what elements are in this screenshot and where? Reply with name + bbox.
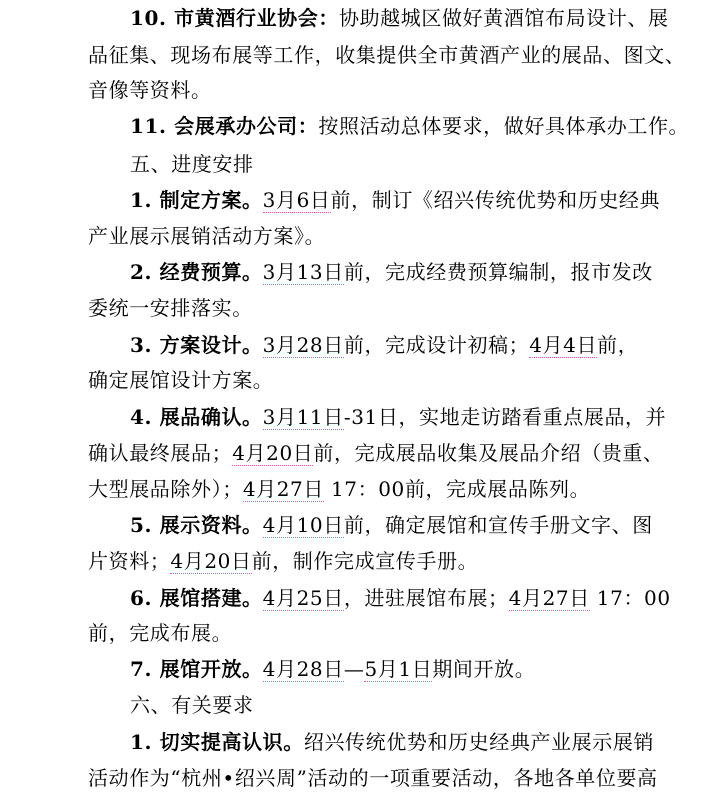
body-text: 前，制订《绍兴传统优势和历史经典: [330, 188, 661, 212]
text-line: [0, 471, 723, 507]
body-text: 六、有关要求: [130, 693, 254, 717]
body-text: 大型展品除外）；: [88, 477, 243, 501]
date-text: 4月20日: [232, 441, 314, 465]
text-line: [0, 290, 723, 326]
item-heading: 10. 市黄酒行业协会：: [130, 6, 339, 30]
body-text: 委统一安排落实。: [88, 296, 253, 320]
body-text: -31日，实地走访踏看重点展品，并: [343, 405, 667, 429]
item-heading: 1. 切实提高认识。: [130, 730, 304, 754]
date-text: 4月27日: [242, 477, 324, 501]
body-text: 确定展馆设计方案。: [88, 368, 274, 392]
item-heading: 2. 经费预算。: [130, 260, 263, 284]
text-line: [0, 327, 723, 363]
body-text: 17：00: [589, 586, 671, 610]
date-text: 3月13日: [262, 260, 344, 284]
text-line: [0, 651, 723, 687]
date-text: 3月6日: [262, 188, 331, 212]
body-text: 确认最终展品；: [88, 441, 233, 465]
body-text: 活动作为“杭州•绍兴周”活动的一项重要活动，各地各单位要高: [88, 766, 658, 790]
text-line: [0, 254, 723, 290]
item-heading: 3. 方案设计。: [130, 333, 263, 357]
text-line: [0, 724, 723, 760]
date-text: 4月10日: [262, 513, 344, 537]
text-line: [0, 218, 723, 254]
body-text: 前，制作完成宣传手册。: [251, 549, 479, 573]
text-line: [0, 543, 723, 579]
text-line: [0, 760, 723, 796]
item-heading: 5. 展示资料。: [130, 513, 263, 537]
date-text: 4月20日: [170, 549, 252, 573]
body-text: ，进驻展馆布展；: [343, 586, 509, 610]
date-text: 4月27日: [508, 586, 590, 610]
text-line: [0, 182, 723, 218]
date-text: 4月4日: [529, 333, 598, 357]
body-text: 协助越城区做好黄酒馆布局设计、展: [338, 6, 669, 30]
body-text: 音像等资料。: [88, 78, 212, 102]
body-text: 片资料；: [88, 549, 171, 573]
date-text: 3月28日: [262, 333, 344, 357]
text-line: [0, 399, 723, 435]
text-line: [0, 146, 723, 182]
body-text: 按照活动总体要求，做好具体承办工作。: [318, 114, 690, 138]
text-line: [0, 0, 723, 36]
body-text: 17：00前，完成展品陈列。: [324, 477, 591, 501]
text-line: [0, 37, 723, 73]
text-line: [0, 72, 723, 108]
item-heading: 6. 展馆搭建。: [130, 586, 263, 610]
date-text: 3月11日: [262, 405, 344, 429]
text-line: [0, 507, 723, 543]
body-text: 前，确定展馆和宣传手册文字、图: [343, 513, 653, 537]
body-text: 前，完成经费预算编制，报市发改: [343, 260, 653, 284]
item-heading: 7. 展馆开放。: [130, 657, 263, 681]
body-text: 前，完成设计初稿；: [343, 333, 530, 357]
body-text: —: [343, 657, 365, 681]
item-heading: 4. 展品确认。: [130, 405, 263, 429]
body-text: 前，: [597, 333, 639, 357]
item-heading: 11. 会展承办公司：: [130, 114, 319, 138]
body-text: 品征集、现场布展等工作，收集提供全市黄酒产业的展品、图文、: [88, 43, 686, 67]
text-line: [0, 435, 723, 471]
body-text: 产业展示展销活动方案》。: [88, 224, 326, 248]
text-line: [0, 687, 723, 723]
body-text: 绍兴传统优势和历史经典产业展示展销: [303, 730, 655, 754]
date-text: 4月25日: [262, 586, 344, 610]
text-line: [0, 362, 723, 398]
body-text: 前，完成展品收集及展品介绍（贵重、: [313, 441, 664, 465]
date-text: 5月1日: [364, 657, 433, 681]
date-text: 4月28日: [262, 657, 344, 681]
text-line: [0, 108, 723, 144]
body-text: 期间开放。: [432, 657, 536, 681]
text-line: [0, 615, 723, 651]
body-text: 前，完成布展。: [88, 621, 233, 645]
item-heading: 1. 制定方案。: [130, 188, 263, 212]
body-text: 五、进度安排: [130, 152, 254, 176]
text-line: [0, 580, 723, 616]
